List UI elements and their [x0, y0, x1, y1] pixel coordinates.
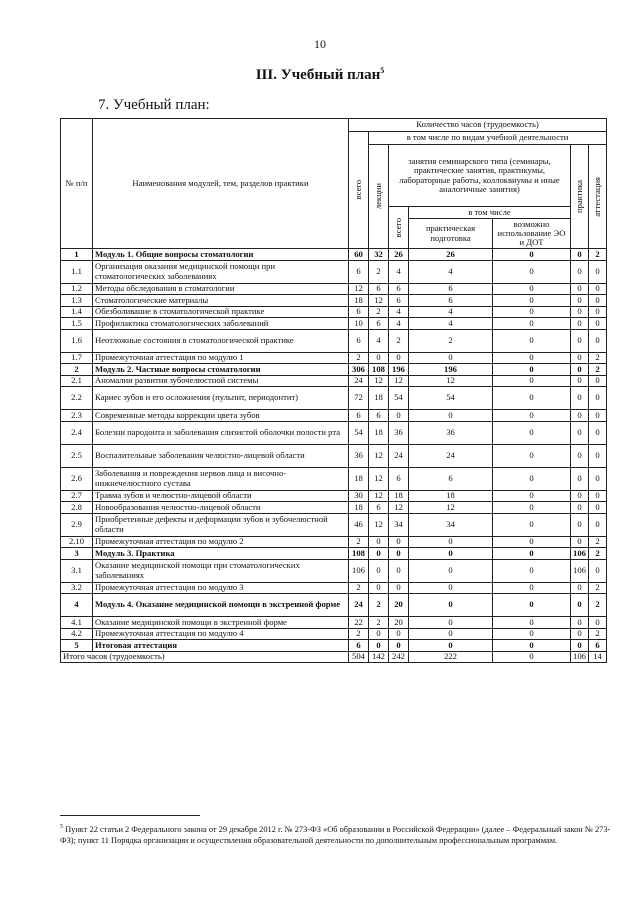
row-value: 6	[409, 295, 493, 307]
footnote	[60, 823, 620, 846]
row-value: 0	[571, 375, 589, 387]
row-number: 1	[61, 249, 93, 261]
row-number: 2.9	[61, 513, 93, 536]
row-value: 0	[369, 640, 389, 652]
row-value: 24	[349, 594, 369, 617]
row-value: 0	[493, 548, 571, 560]
row-name: Стоматологические материалы	[93, 295, 349, 307]
table-row	[61, 410, 607, 422]
row-value: 0	[571, 421, 589, 444]
row-value: 0	[571, 617, 589, 629]
row-value: 2	[409, 329, 493, 352]
row-value: 4	[389, 260, 409, 283]
row-value: 2	[349, 352, 369, 364]
row-number: 2.8	[61, 502, 93, 514]
row-value: 0	[589, 421, 607, 444]
header-vsego2-cell	[389, 207, 409, 249]
row-value: 2	[349, 536, 369, 548]
row-value: 196	[389, 364, 409, 376]
row-value: 0	[589, 444, 607, 467]
header-vsego: всего	[352, 180, 363, 200]
table-row	[61, 536, 607, 548]
row-value: 6	[349, 306, 369, 318]
row-value: 0	[589, 283, 607, 295]
row-number: 2.7	[61, 490, 93, 502]
row-value: 2	[389, 329, 409, 352]
row-value: 0	[493, 410, 571, 422]
row-number: 4.2	[61, 628, 93, 640]
row-value: 2	[349, 582, 369, 594]
row-value: 12	[369, 467, 389, 490]
row-value: 0	[369, 536, 389, 548]
row-number: 2.10	[61, 536, 93, 548]
row-value: 0	[571, 318, 589, 330]
row-value: 0	[493, 490, 571, 502]
row-number: 5	[61, 640, 93, 652]
row-value: 0	[389, 548, 409, 560]
row-number: 1.1	[61, 260, 93, 283]
row-number: 1.6	[61, 329, 93, 352]
row-value: 0	[493, 421, 571, 444]
row-value: 4	[389, 306, 409, 318]
row-number: 2.6	[61, 467, 93, 490]
row-value: 196	[409, 364, 493, 376]
table-row	[61, 421, 607, 444]
row-value: 0	[493, 306, 571, 318]
total-value: 142	[369, 651, 389, 663]
row-value: 20	[389, 617, 409, 629]
header-practice: практика	[573, 180, 584, 213]
row-value: 0	[409, 410, 493, 422]
row-value: 6	[409, 283, 493, 295]
row-value: 6	[349, 640, 369, 652]
header-eo-dot: возможно использование ЭО и ДОТ	[493, 219, 571, 249]
row-value: 0	[409, 640, 493, 652]
row-value: 0	[493, 594, 571, 617]
header-seminar: занятия семинарского типа (семинары, практические занятия, практикумы, лабораторные работы, коллоквиумы и иные аналогичные занятия)	[389, 145, 571, 207]
row-value: 18	[349, 295, 369, 307]
row-value: 18	[369, 421, 389, 444]
row-value: 18	[349, 467, 369, 490]
row-value: 0	[389, 640, 409, 652]
row-value: 36	[349, 444, 369, 467]
row-value: 0	[369, 548, 389, 560]
row-value: 2	[589, 582, 607, 594]
row-value: 24	[389, 444, 409, 467]
row-value: 0	[571, 628, 589, 640]
row-value: 108	[369, 364, 389, 376]
table-row	[61, 260, 607, 283]
row-name: Модуль 4. Оказание медицинской помощи в экстренной форме	[93, 594, 349, 617]
row-name: Модуль 2. Частные вопросы стоматологии	[93, 364, 349, 376]
row-value: 12	[369, 375, 389, 387]
row-value: 0	[493, 364, 571, 376]
row-value: 2	[369, 594, 389, 617]
header-attestation-cell	[589, 145, 607, 249]
header-num: № п/п	[61, 119, 93, 249]
table-row	[61, 548, 607, 560]
row-value: 18	[409, 490, 493, 502]
row-value: 0	[493, 513, 571, 536]
row-value: 0	[493, 536, 571, 548]
row-name: Модуль 1. Общие вопросы стоматологии	[93, 249, 349, 261]
table-row	[61, 306, 607, 318]
table-row	[61, 387, 607, 410]
row-name: Обезболивание в стоматологической практике	[93, 306, 349, 318]
header-attestation: аттестация	[592, 176, 603, 217]
row-value: 2	[369, 260, 389, 283]
row-value: 0	[493, 283, 571, 295]
row-value: 12	[409, 375, 493, 387]
row-value: 0	[589, 329, 607, 352]
total-label: Итого часов (трудоемкость)	[61, 651, 349, 663]
header-incl: в том числе	[409, 207, 571, 219]
row-value: 0	[571, 306, 589, 318]
table-row	[61, 249, 607, 261]
row-value: 2	[589, 249, 607, 261]
row-value: 6	[389, 295, 409, 307]
row-number: 3.1	[61, 559, 93, 582]
row-value: 4	[409, 306, 493, 318]
row-value: 0	[493, 352, 571, 364]
footnote-divider	[60, 815, 200, 816]
total-value: 14	[589, 651, 607, 663]
row-value: 26	[409, 249, 493, 261]
row-value: 0	[571, 364, 589, 376]
row-value: 0	[589, 617, 607, 629]
row-value: 6	[389, 467, 409, 490]
row-value: 0	[389, 582, 409, 594]
row-value: 60	[349, 249, 369, 261]
row-value: 4	[389, 318, 409, 330]
row-value: 0	[589, 513, 607, 536]
table-row	[61, 582, 607, 594]
row-value: 6	[409, 467, 493, 490]
row-value: 0	[493, 318, 571, 330]
row-name: Болезни пародонта и заболевания слизистой оболочки полости рта	[93, 421, 349, 444]
row-value: 0	[571, 410, 589, 422]
row-name: Оказание медицинской помощи в экстренной форме	[93, 617, 349, 629]
row-value: 0	[493, 617, 571, 629]
row-name: Итоговая аттестация	[93, 640, 349, 652]
row-value: 34	[389, 513, 409, 536]
row-value: 22	[349, 617, 369, 629]
table-row	[61, 467, 607, 490]
row-value: 0	[589, 502, 607, 514]
row-name: Травма зубов и челюстно-лицевой области	[93, 490, 349, 502]
table-row	[61, 513, 607, 536]
row-value: 0	[493, 329, 571, 352]
row-name: Заболевания и повреждения нервов лица и височно-нижнечелюстного сустава	[93, 467, 349, 490]
table-row	[61, 640, 607, 652]
row-value: 34	[409, 513, 493, 536]
row-value: 0	[493, 260, 571, 283]
row-value: 36	[409, 421, 493, 444]
table-row	[61, 559, 607, 582]
row-number: 1.2	[61, 283, 93, 295]
row-name: Современные методы коррекции цвета зубов	[93, 410, 349, 422]
row-value: 106	[571, 548, 589, 560]
row-value: 26	[389, 249, 409, 261]
row-value: 0	[571, 387, 589, 410]
row-value: 0	[571, 249, 589, 261]
row-value: 2	[589, 364, 607, 376]
row-value: 106	[571, 559, 589, 582]
row-value: 4	[409, 318, 493, 330]
row-name: Промежуточная аттестация по модулю 4	[93, 628, 349, 640]
row-value: 0	[571, 594, 589, 617]
row-value: 0	[571, 640, 589, 652]
row-name: Воспалительные заболевания челюстно-лицевой области	[93, 444, 349, 467]
row-value: 0	[589, 295, 607, 307]
row-name: Промежуточная аттестация по модулю 1	[93, 352, 349, 364]
row-value: 12	[349, 283, 369, 295]
row-value: 6	[349, 260, 369, 283]
row-value: 0	[589, 490, 607, 502]
row-value: 0	[493, 387, 571, 410]
row-value: 0	[409, 582, 493, 594]
section-title	[0, 66, 640, 84]
row-value: 0	[571, 490, 589, 502]
footnote-text: Пункт 22 статьи 2 Федерального закона от 29 декабря 2012 г. № 273-ФЗ «Об образовании в Российской Федерации» (далее – Федеральный закон № 273-ФЗ); пункт 11 Порядка организации и осуществления образовательной деятельности по дополнительным профессиональным программам.	[60, 824, 611, 846]
row-value: 0	[571, 582, 589, 594]
header-lectures-cell	[369, 145, 389, 249]
row-number: 2.2	[61, 387, 93, 410]
total-value: 242	[389, 651, 409, 663]
row-value: 2	[369, 306, 389, 318]
row-value: 0	[409, 628, 493, 640]
row-value: 0	[369, 582, 389, 594]
footnote-mark: 5	[60, 824, 63, 830]
total-value: 504	[349, 651, 369, 663]
row-number: 1.7	[61, 352, 93, 364]
row-number: 3.2	[61, 582, 93, 594]
row-value: 6	[389, 283, 409, 295]
row-name: Приобретенные дефекты и деформации зубов и зубочелюстной области	[93, 513, 349, 536]
row-value: 0	[369, 559, 389, 582]
row-value: 24	[409, 444, 493, 467]
row-name: Организация оказания медицинской помощи при стоматологических заболеваниях	[93, 260, 349, 283]
header-vsego2: всего	[392, 217, 403, 238]
total-value: 0	[493, 651, 571, 663]
row-value: 0	[571, 260, 589, 283]
row-value: 0	[493, 559, 571, 582]
row-number: 2.1	[61, 375, 93, 387]
header-by-type: в том числе по видам учебной деятельности	[369, 132, 607, 145]
row-number: 2.4	[61, 421, 93, 444]
row-value: 0	[589, 467, 607, 490]
row-value: 18	[389, 490, 409, 502]
total-value: 106	[571, 651, 589, 663]
row-name: Новообразования челюстно-лицевой области	[93, 502, 349, 514]
row-value: 18	[349, 502, 369, 514]
row-value: 0	[589, 410, 607, 422]
table-row	[61, 617, 607, 629]
row-value: 0	[571, 502, 589, 514]
row-value: 0	[589, 375, 607, 387]
table-row	[61, 295, 607, 307]
row-name: Модуль 3. Практика	[93, 548, 349, 560]
row-value: 32	[369, 249, 389, 261]
row-value: 12	[389, 502, 409, 514]
row-value: 0	[571, 352, 589, 364]
subtitle: 7. Учебный план:	[98, 97, 210, 113]
row-value: 106	[349, 559, 369, 582]
row-value: 0	[589, 559, 607, 582]
table-row	[61, 628, 607, 640]
row-value: 0	[571, 444, 589, 467]
row-number: 3	[61, 548, 93, 560]
table-body	[61, 249, 607, 663]
row-value: 12	[369, 513, 389, 536]
row-value: 6	[369, 283, 389, 295]
row-value: 54	[349, 421, 369, 444]
row-value: 2	[349, 628, 369, 640]
row-value: 0	[493, 444, 571, 467]
row-value: 12	[369, 490, 389, 502]
row-name: Неотложные состояния в стоматологической практике	[93, 329, 349, 352]
row-value: 24	[349, 375, 369, 387]
row-value: 0	[589, 387, 607, 410]
row-value: 6	[349, 410, 369, 422]
row-value: 0	[571, 513, 589, 536]
row-value: 2	[369, 617, 389, 629]
row-value: 0	[589, 318, 607, 330]
row-number: 4	[61, 594, 93, 617]
row-value: 0	[389, 352, 409, 364]
section-title-text: III. Учебный план	[255, 67, 381, 83]
row-value: 0	[571, 329, 589, 352]
row-value: 12	[369, 295, 389, 307]
row-value: 12	[389, 375, 409, 387]
row-value: 0	[589, 260, 607, 283]
table-row	[61, 318, 607, 330]
row-value: 54	[409, 387, 493, 410]
row-value: 0	[493, 249, 571, 261]
row-value: 306	[349, 364, 369, 376]
footnote-ref: 5	[380, 66, 385, 75]
row-value: 0	[493, 628, 571, 640]
header-name: Наименования модулей, тем, разделов практики	[93, 119, 349, 249]
row-value: 0	[409, 594, 493, 617]
row-number: 1.3	[61, 295, 93, 307]
row-value: 0	[409, 536, 493, 548]
row-name: Промежуточная аттестация по модулю 3	[93, 582, 349, 594]
row-value: 0	[389, 536, 409, 548]
header-vsego-cell	[349, 132, 369, 249]
table-row	[61, 490, 607, 502]
row-value: 2	[589, 594, 607, 617]
row-number: 2	[61, 364, 93, 376]
row-value: 0	[369, 628, 389, 640]
row-value: 0	[571, 283, 589, 295]
row-value: 30	[349, 490, 369, 502]
row-value: 0	[493, 582, 571, 594]
row-value: 0	[589, 306, 607, 318]
table-row	[61, 502, 607, 514]
row-value: 0	[409, 559, 493, 582]
row-value: 0	[493, 295, 571, 307]
row-value: 36	[389, 421, 409, 444]
row-value: 0	[493, 375, 571, 387]
header-lectures: лекции	[372, 183, 383, 210]
table-row	[61, 375, 607, 387]
row-value: 2	[589, 628, 607, 640]
row-name: Методы обследования в стоматологии	[93, 283, 349, 295]
row-number: 4.1	[61, 617, 93, 629]
table-row	[61, 444, 607, 467]
row-name: Аномалии развития зубочелюстной системы	[93, 375, 349, 387]
row-name: Кариес зубов и его осложнения (пульпит, периодонтит)	[93, 387, 349, 410]
row-value: 12	[369, 444, 389, 467]
row-name: Профилактика стоматологических заболеваний	[93, 318, 349, 330]
row-value: 0	[409, 352, 493, 364]
row-value: 18	[369, 387, 389, 410]
curriculum-table	[60, 118, 607, 663]
header-hours-total: Количество часов (трудоемкость)	[349, 119, 607, 132]
row-value: 0	[389, 410, 409, 422]
row-value: 4	[369, 329, 389, 352]
table-row	[61, 352, 607, 364]
table-row	[61, 329, 607, 352]
row-number: 2.3	[61, 410, 93, 422]
row-value: 0	[409, 548, 493, 560]
row-value: 0	[571, 536, 589, 548]
row-value: 2	[589, 536, 607, 548]
row-number: 1.4	[61, 306, 93, 318]
header-practical-training: практическая подготовка	[409, 219, 493, 249]
row-value: 0	[493, 467, 571, 490]
row-value: 0	[389, 628, 409, 640]
row-value: 72	[349, 387, 369, 410]
total-row	[61, 651, 607, 663]
row-value: 6	[369, 410, 389, 422]
row-value: 6	[369, 318, 389, 330]
row-value: 6	[369, 502, 389, 514]
row-value: 0	[369, 352, 389, 364]
header-practice-cell	[571, 145, 589, 249]
row-value: 20	[389, 594, 409, 617]
row-value: 0	[571, 467, 589, 490]
row-value: 10	[349, 318, 369, 330]
row-name: Оказание медицинской помощи при стоматологических заболеваниях	[93, 559, 349, 582]
row-name: Промежуточная аттестация по модулю 2	[93, 536, 349, 548]
row-value: 0	[571, 295, 589, 307]
table-row	[61, 283, 607, 295]
row-value: 54	[389, 387, 409, 410]
row-value: 108	[349, 548, 369, 560]
row-value: 0	[493, 640, 571, 652]
row-value: 0	[389, 559, 409, 582]
row-value: 2	[589, 352, 607, 364]
row-value: 46	[349, 513, 369, 536]
row-number: 2.5	[61, 444, 93, 467]
row-value: 12	[409, 502, 493, 514]
total-value: 222	[409, 651, 493, 663]
row-value: 0	[409, 617, 493, 629]
row-value: 6	[589, 640, 607, 652]
page-number: 10	[314, 37, 326, 51]
row-number: 1.5	[61, 318, 93, 330]
row-value: 2	[589, 548, 607, 560]
row-value: 6	[349, 329, 369, 352]
row-value: 0	[493, 502, 571, 514]
table-row	[61, 594, 607, 617]
row-value: 4	[409, 260, 493, 283]
table-row	[61, 364, 607, 376]
